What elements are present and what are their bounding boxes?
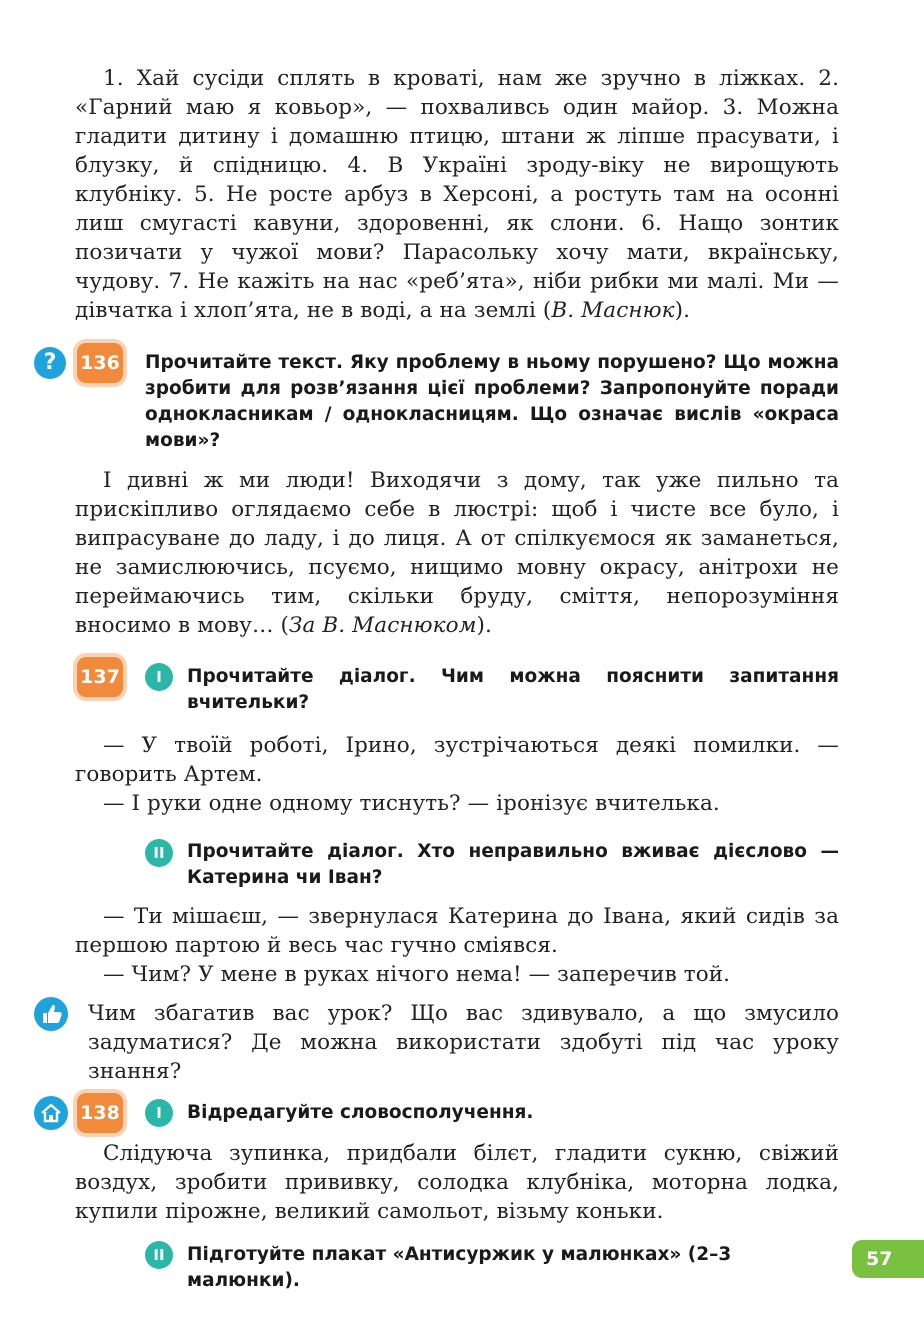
exercise-number-136: 136: [77, 343, 123, 383]
exercise-138-body: Слідуюча зупинка, придбали білєт, гладити сукню, свіжий воздух, зробити прививку, солодка клубніка, моторна лодка, купили пірожне, великий самольот, візьму коньки.: [75, 1141, 839, 1224]
level-1-icon: I: [145, 1099, 173, 1127]
exercise-136-source: За В. Маснюком: [289, 613, 477, 638]
exercise-137-dialog-2: [75, 902, 839, 989]
intro-paragraph: [75, 64, 839, 325]
dialog-1-line-2: — І руки одне одному тиснуть? — іронізує вчителька.: [103, 791, 720, 816]
intro-text: 1. Хай сусіди сплять в кроваті, нам же зручно в ліжках. 2. «Гарний маю я ковьор», — похваливсь один майор. 3. Можна гладити дитину і домашню птицю, штани ж ліпше прасувати, і блузку, й спідницю. 4. В Україні зроду-віку не вирощують клубніку. 5. Не росте арбуз в Херсоні, а ростуть там на осонні лиш смугасті кавуни, здоровенні, як слони. 6. Нащо зонтик позичати у чужої мови? Парасольку хочу мати, вкраїнську, чудову. 7. Не кажіть на нас «реб’ята», ніби рибки ми малі. Ми — дівчатка і хлоп’ята, не в воді, а на землі (: [75, 66, 839, 323]
exercise-138-task-1: Відредагуйте словосполучення.: [187, 1102, 534, 1123]
exercise-136-end: ).: [476, 613, 492, 638]
exercise-136-text: [75, 466, 839, 640]
level-2-icon: II: [145, 839, 173, 867]
exercise-137-dialog-1: [75, 731, 839, 818]
dialog-2-line-1: — Ти мішаєш, — звернулася Катерина до Івана, який сидів за першою партою й весь час гучно сміявся.: [75, 904, 839, 958]
thumbs-up-glyph: [34, 997, 68, 1031]
home-glyph: [34, 1096, 68, 1130]
level-1-icon: I: [145, 663, 173, 691]
thumbs-up-icon: [34, 997, 68, 1031]
exercise-138-task-2: Підготуйте плакат «Антисуржик у малюнках» (2–3 малюнки).: [187, 1244, 732, 1291]
intro-source: В. Маснюк: [551, 298, 675, 323]
exercise-137-task-2: Прочитайте діалог. Хто неправильно вживає дієслово — Катерина чи Іван?: [187, 841, 839, 888]
reflection-question: Чим збагатив вас урок? Що вас здивувало, а що змусило задуматися? Де можна використати здобуті під час уроку знання?: [88, 1001, 839, 1084]
intro-end: ).: [674, 298, 691, 323]
exercise-136-body: І дивні ж ми люди! Виходячи з дому, так уже пильно та прискіпливо оглядаємо себе в люстрі: щоб і чисте все було, і випрасуване до ладу, і до лиця. А от спілкуємося як заманеться, не замислюючись, псуємо, нищимо мовну окрасу, анітрохи не переймаючись тим, скільки бруду, сміття, непорозуміння вносимо в мову… (: [75, 468, 839, 638]
exercise-number-137: 137: [77, 657, 123, 697]
level-2-icon: II: [145, 1241, 173, 1269]
exercise-number-138: 138: [77, 1093, 123, 1133]
page-number: 57: [852, 1240, 924, 1278]
exercise-137-task-1: Прочитайте діалог. Чим можна пояснити запитання вчительки?: [187, 666, 839, 713]
dialog-2-line-2: — Чим? У мене в руках нічого нема! — заперечив той.: [103, 962, 731, 987]
question-icon: ?: [34, 347, 66, 379]
home-icon: [34, 1096, 68, 1130]
exercise-138-text: [75, 1139, 839, 1226]
dialog-1-line-1: — У твоїй роботі, Ірино, зустрічаються деякі помилки. — говорить Артем.: [75, 733, 839, 787]
exercise-136-task: Прочитайте текст. Яку проблему в ньому порушено? Що можна зробити для розв’язання цієї проблеми? Запропонуйте поради однокласникам / однокласницям. Що означає вислів «окраса мови»?: [145, 352, 839, 451]
reflection-text: [88, 999, 839, 1086]
